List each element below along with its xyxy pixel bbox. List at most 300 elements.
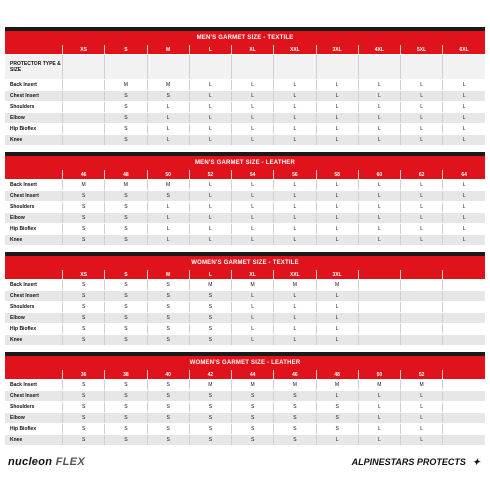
logo-nucleon-text: nucleon [8, 456, 53, 468]
size-cell: L [189, 124, 231, 135]
protector-name: Chest Insert [5, 391, 63, 402]
size-cell [443, 391, 485, 402]
size-cell: L [274, 291, 316, 302]
size-header-cell: 3XL [316, 45, 358, 55]
size-cell [443, 324, 485, 335]
size-cell: S [63, 402, 105, 413]
size-cell: L [316, 324, 358, 335]
size-cell: L [401, 224, 443, 235]
section-title: MEN'S GARMET SIZE - TEXTILE [5, 31, 485, 45]
size-section [5, 252, 485, 346]
size-header-row [5, 270, 485, 280]
size-cell: L [274, 224, 316, 235]
size-header-cell: XS [63, 270, 105, 280]
size-cell: L [189, 102, 231, 113]
size-cell: L [316, 435, 358, 446]
table-row [5, 313, 485, 324]
size-cell: M [189, 280, 231, 291]
size-header-cell: 58 [316, 170, 358, 180]
size-cell: S [105, 113, 147, 124]
size-cell: L [401, 113, 443, 124]
table-row [5, 113, 485, 124]
size-cell: S [63, 302, 105, 313]
size-cell: L [232, 291, 274, 302]
size-cell: L [316, 291, 358, 302]
size-cell: L [316, 135, 358, 146]
size-cell: L [401, 435, 443, 446]
table-row [5, 224, 485, 235]
size-header-cell: 54 [232, 170, 274, 180]
size-cell: L [358, 424, 400, 435]
size-cell: L [189, 213, 231, 224]
size-cell: L [443, 102, 485, 113]
size-cell: L [274, 124, 316, 135]
size-cell [358, 291, 400, 302]
size-cell: L [358, 80, 400, 91]
size-cell: L [147, 113, 189, 124]
protector-name: Chest Insert [5, 91, 63, 102]
size-cell: L [189, 135, 231, 146]
size-cell [63, 80, 105, 91]
size-cell: S [63, 291, 105, 302]
size-cell: L [316, 113, 358, 124]
table-row [5, 124, 485, 135]
size-cell [443, 313, 485, 324]
size-cell: L [401, 402, 443, 413]
size-cell: L [401, 180, 443, 191]
size-header-cell: 46 [63, 170, 105, 180]
size-cell [401, 324, 443, 335]
size-cell: L [316, 391, 358, 402]
size-cell: L [189, 235, 231, 246]
size-cell: L [358, 124, 400, 135]
size-cell: S [232, 435, 274, 446]
size-cell: M [63, 180, 105, 191]
size-cell: S [105, 402, 147, 413]
size-cell: S [63, 424, 105, 435]
size-cell: M [232, 380, 274, 391]
protector-name: Elbow [5, 413, 63, 424]
size-header-cell: 48 [105, 170, 147, 180]
size-header-cell: 48 [316, 370, 358, 380]
alpinestars-protects-logo [352, 457, 480, 468]
protector-header-cell [274, 55, 316, 80]
size-cell: L [232, 202, 274, 213]
size-header-cell: 56 [274, 170, 316, 180]
size-header-row [5, 370, 485, 380]
size-cell: S [63, 380, 105, 391]
protector-name: Elbow [5, 213, 63, 224]
size-header-cell: 44 [232, 370, 274, 380]
size-cell: S [189, 391, 231, 402]
table-row [5, 335, 485, 346]
size-header-cell: 4XL [358, 45, 400, 55]
size-cell: S [63, 224, 105, 235]
size-cell: L [316, 202, 358, 213]
size-cell [443, 413, 485, 424]
size-cell: S [63, 413, 105, 424]
size-cell: L [358, 213, 400, 224]
size-header-cell: 60 [358, 170, 400, 180]
size-cell: M [316, 380, 358, 391]
size-cell [358, 280, 400, 291]
protector-header-cell [105, 55, 147, 80]
table-row [5, 135, 485, 146]
size-cell: L [358, 224, 400, 235]
table-row [5, 180, 485, 191]
size-table [5, 270, 485, 346]
size-chart [5, 27, 485, 452]
size-cell: L [274, 324, 316, 335]
protector-header-cell [147, 55, 189, 80]
size-cell: S [189, 324, 231, 335]
size-cell: S [232, 413, 274, 424]
size-cell: L [274, 113, 316, 124]
size-cell: M [147, 180, 189, 191]
alpinestars-star-icon: ✦ [472, 457, 480, 467]
table-row [5, 324, 485, 335]
size-cell [443, 402, 485, 413]
size-cell: S [105, 91, 147, 102]
size-cell: S [105, 324, 147, 335]
protector-name: Hip Bioflex [5, 224, 63, 235]
size-header-cell: XXL [274, 270, 316, 280]
size-cell: L [274, 135, 316, 146]
size-header-cell: M [147, 270, 189, 280]
size-cell: S [232, 391, 274, 402]
size-cell: M [189, 380, 231, 391]
nucleon-flex-logo [8, 456, 85, 468]
size-header-cell: 36 [63, 370, 105, 380]
size-header-cell [443, 270, 485, 280]
size-cell: L [401, 202, 443, 213]
size-cell: L [232, 224, 274, 235]
size-cell: L [401, 80, 443, 91]
size-cell: M [358, 380, 400, 391]
size-cell: S [147, 335, 189, 346]
size-cell: L [232, 124, 274, 135]
size-cell: L [274, 180, 316, 191]
size-cell: S [189, 424, 231, 435]
section-title: WOMEN'S GARMET SIZE - TEXTILE [5, 256, 485, 270]
protector-name: Back Insert [5, 180, 63, 191]
protector-header-cell [63, 55, 105, 80]
table-row [5, 435, 485, 446]
size-cell: S [147, 302, 189, 313]
size-cell: L [316, 213, 358, 224]
size-cell [443, 435, 485, 446]
size-cell: L [189, 91, 231, 102]
size-header-cell: 46 [274, 370, 316, 380]
size-header-cell: 52 [189, 170, 231, 180]
size-section [5, 152, 485, 246]
size-cell: S [147, 402, 189, 413]
size-cell: L [443, 180, 485, 191]
size-header-cell: L [189, 45, 231, 55]
size-cell: S [63, 235, 105, 246]
size-cell: S [147, 324, 189, 335]
protector-name: Back Insert [5, 280, 63, 291]
size-cell: L [316, 102, 358, 113]
size-cell: L [358, 402, 400, 413]
size-header-cell: 42 [189, 370, 231, 380]
size-cell: S [147, 291, 189, 302]
size-cell: L [189, 224, 231, 235]
size-cell [401, 335, 443, 346]
size-cell: L [316, 191, 358, 202]
size-cell: L [274, 235, 316, 246]
size-cell: L [147, 213, 189, 224]
size-cell [443, 280, 485, 291]
size-cell [443, 335, 485, 346]
size-cell: L [401, 235, 443, 246]
size-cell [358, 324, 400, 335]
size-cell: M [105, 80, 147, 91]
size-cell [358, 313, 400, 324]
size-cell: M [232, 280, 274, 291]
size-section [5, 352, 485, 446]
protector-header-cell [358, 55, 400, 80]
footer [0, 450, 490, 474]
size-cell: L [358, 180, 400, 191]
table-row [5, 424, 485, 435]
size-cell: M [316, 280, 358, 291]
size-header-cell: 52 [401, 370, 443, 380]
size-cell: L [358, 135, 400, 146]
size-cell: L [358, 413, 400, 424]
table-row [5, 291, 485, 302]
size-cell: S [105, 235, 147, 246]
section-title: WOMEN'S GARMET SIZE - LEATHER [5, 356, 485, 370]
size-cell: L [316, 180, 358, 191]
table-row [5, 391, 485, 402]
size-header-cell: 5XL [401, 45, 443, 55]
size-cell: S [105, 213, 147, 224]
size-cell: L [232, 302, 274, 313]
size-cell: S [63, 213, 105, 224]
size-cell: S [274, 435, 316, 446]
size-cell: S [232, 424, 274, 435]
size-cell: L [147, 235, 189, 246]
table-row [5, 80, 485, 91]
size-table [5, 45, 485, 146]
size-cell: L [443, 191, 485, 202]
size-cell: S [316, 402, 358, 413]
size-header-cell: XL [232, 45, 274, 55]
size-cell: L [232, 191, 274, 202]
size-cell: S [316, 413, 358, 424]
size-cell: S [105, 335, 147, 346]
size-cell: L [232, 213, 274, 224]
size-cell: L [358, 91, 400, 102]
size-cell: L [358, 102, 400, 113]
size-cell: L [274, 191, 316, 202]
protector-name: Elbow [5, 313, 63, 324]
size-cell: S [63, 335, 105, 346]
protector-name: Knee [5, 235, 63, 246]
size-cell: S [147, 91, 189, 102]
section-title: MEN'S GARMET SIZE - LEATHER [5, 156, 485, 170]
size-cell: S [105, 202, 147, 213]
size-cell: L [232, 313, 274, 324]
size-cell [63, 113, 105, 124]
size-cell: L [316, 91, 358, 102]
size-cell: S [105, 380, 147, 391]
size-header-cell: 62 [401, 170, 443, 180]
size-cell: L [443, 113, 485, 124]
size-cell: L [316, 235, 358, 246]
table-row [5, 413, 485, 424]
size-section [5, 27, 485, 146]
size-cell: L [316, 313, 358, 324]
size-cell [443, 380, 485, 391]
size-cell: L [147, 124, 189, 135]
size-cell [63, 135, 105, 146]
size-header-cell: XL [232, 270, 274, 280]
protector-name: Shoulders [5, 402, 63, 413]
size-header-cell: 50 [147, 170, 189, 180]
size-header-label [5, 170, 63, 180]
size-cell: S [316, 424, 358, 435]
size-cell: L [443, 124, 485, 135]
protector-name: Hip Bioflex [5, 124, 63, 135]
table-row [5, 402, 485, 413]
size-cell: L [232, 80, 274, 91]
logo-flex-text: FLEX [55, 456, 85, 468]
size-cell: L [274, 202, 316, 213]
protector-header-cell [316, 55, 358, 80]
protector-name: Chest Insert [5, 291, 63, 302]
table-row [5, 91, 485, 102]
size-table [5, 370, 485, 446]
protector-name: Hip Bioflex [5, 324, 63, 335]
size-cell: S [274, 391, 316, 402]
size-cell: L [316, 80, 358, 91]
size-cell: L [401, 191, 443, 202]
size-cell: L [316, 335, 358, 346]
size-cell: S [189, 435, 231, 446]
size-cell: L [358, 202, 400, 213]
size-cell: L [147, 224, 189, 235]
size-cell: S [147, 424, 189, 435]
size-cell [401, 313, 443, 324]
size-header-cell: 64 [443, 170, 485, 180]
table-row [5, 380, 485, 391]
size-cell [358, 302, 400, 313]
size-cell: L [147, 202, 189, 213]
size-cell: L [443, 80, 485, 91]
size-cell: L [232, 102, 274, 113]
protector-name: Knee [5, 435, 63, 446]
table-row [5, 102, 485, 113]
size-cell [401, 280, 443, 291]
size-cell: L [401, 91, 443, 102]
size-cell: L [147, 135, 189, 146]
size-cell: L [232, 135, 274, 146]
size-cell: S [189, 291, 231, 302]
size-cell: S [63, 324, 105, 335]
size-cell: S [105, 135, 147, 146]
size-cell: L [189, 191, 231, 202]
protector-header-cell [443, 55, 485, 80]
size-header-cell: 50 [358, 370, 400, 380]
size-cell: L [189, 113, 231, 124]
size-cell [401, 291, 443, 302]
protector-header-cell [232, 55, 274, 80]
size-cell: L [232, 91, 274, 102]
size-cell: L [358, 113, 400, 124]
size-cell: M [274, 280, 316, 291]
size-cell: L [401, 391, 443, 402]
size-cell: L [443, 91, 485, 102]
size-header-label [5, 45, 63, 55]
size-header-cell: 38 [105, 370, 147, 380]
size-cell: S [189, 313, 231, 324]
size-cell: L [274, 302, 316, 313]
size-cell: L [358, 435, 400, 446]
size-header-cell [358, 270, 400, 280]
size-cell: M [401, 380, 443, 391]
size-cell: L [232, 113, 274, 124]
size-cell: L [189, 80, 231, 91]
size-cell: L [316, 224, 358, 235]
size-cell: S [63, 313, 105, 324]
size-cell: L [189, 180, 231, 191]
size-cell: S [105, 224, 147, 235]
size-cell: S [147, 391, 189, 402]
size-cell: M [105, 180, 147, 191]
size-cell: L [443, 224, 485, 235]
size-header-cell: L [189, 270, 231, 280]
size-cell [443, 291, 485, 302]
size-cell: S [274, 424, 316, 435]
protector-name: Knee [5, 335, 63, 346]
size-cell [401, 302, 443, 313]
alpinestars-protects-text: ALPINESTARS PROTECTS [351, 457, 466, 467]
size-cell: S [147, 413, 189, 424]
size-cell: L [443, 135, 485, 146]
size-cell: L [274, 213, 316, 224]
size-cell: S [105, 413, 147, 424]
size-cell: S [147, 280, 189, 291]
size-header-label [5, 270, 63, 280]
size-cell: S [147, 191, 189, 202]
size-cell: S [147, 435, 189, 446]
size-cell: L [443, 213, 485, 224]
size-header-label [5, 370, 63, 380]
size-cell: S [274, 413, 316, 424]
size-cell: M [147, 80, 189, 91]
size-cell: L [232, 180, 274, 191]
protector-name: Knee [5, 135, 63, 146]
size-cell: S [63, 191, 105, 202]
protector-header-row [5, 55, 485, 80]
size-cell: S [105, 435, 147, 446]
protector-name: Elbow [5, 113, 63, 124]
size-cell: S [105, 280, 147, 291]
table-row [5, 202, 485, 213]
size-cell: L [443, 202, 485, 213]
size-cell: L [443, 235, 485, 246]
size-header-cell: 3XL [316, 270, 358, 280]
protector-name: Shoulders [5, 302, 63, 313]
size-cell: L [401, 413, 443, 424]
size-header-cell: S [105, 270, 147, 280]
size-cell: L [232, 235, 274, 246]
size-cell: S [105, 102, 147, 113]
table-row [5, 191, 485, 202]
protector-header-cell [401, 55, 443, 80]
